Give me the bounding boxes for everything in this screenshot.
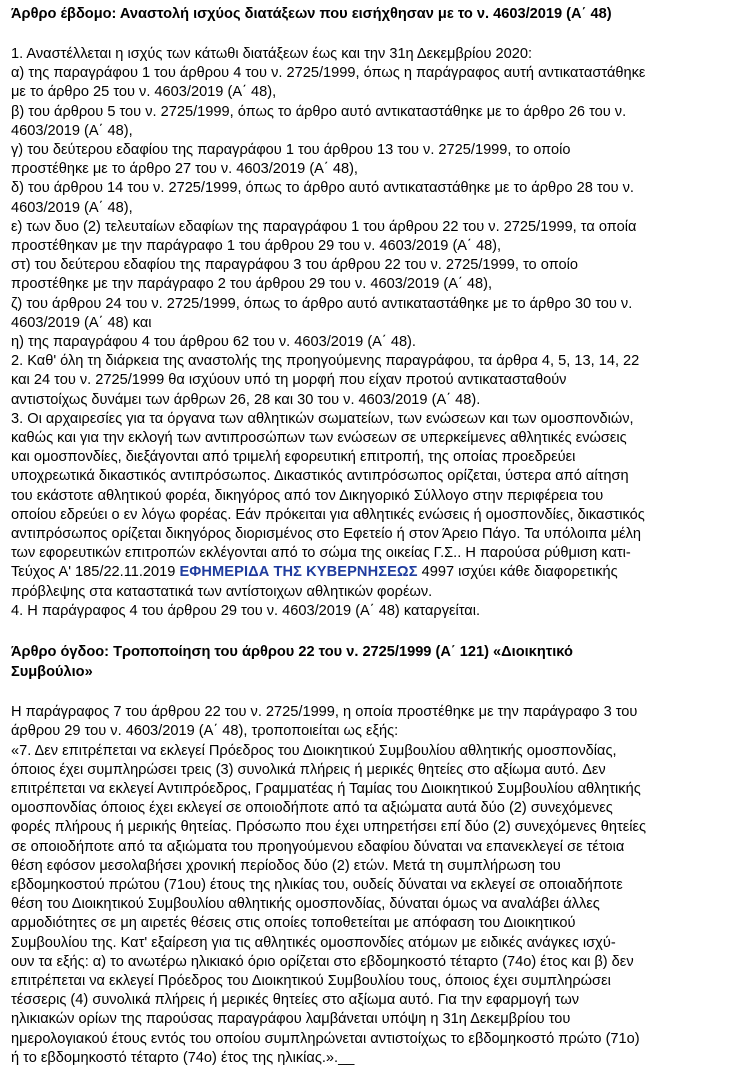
text-line: Συμβουλίου της. Κατ' εξαίρεση για τις αθλητικές ομοσπονδίες ατόμων με ειδικές ανάγκες ισχύ- xyxy=(11,934,616,951)
article8-heading: Άρθρο όγδοο: Τροποποίηση του άρθρου 22 του ν. 2725/1999 (Α΄ 121) «Διοικητικό xyxy=(11,644,573,661)
gazette-line-after: 4997 ισχύει κάθε διαφορετικής xyxy=(417,564,618,581)
text-line: δ) του άρθρου 14 του ν. 2725/1999, όπως το άρθρο αυτό αντικαταστάθηκε με το άρθρο 28 του ν. xyxy=(11,180,634,197)
text-line: ομοσπονδίας όποιος έχει εκλεγεί σε οποιοδήποτε από τα αξιώματα αυτά δύο (2) συνεχόμενες xyxy=(11,800,613,817)
text-line: οποίου εδρεύει ο εν λόγω φορέας. Εάν πρόκειται για αθλητικές ενώσεις ή ομοσπονδίες, δικαστικός xyxy=(11,506,645,523)
text-line: φορές πλήρους ή μερικής θητείας. Πρόσωπο που έχει υπηρετήσει επί δύο (2) συνεχόμενες θητείες xyxy=(11,819,647,836)
text-line: ημερολογιακού έτους εντός του οποίου συμπληρώνεται αντιστοίχως το εβδομηκοστό πρώτο (71ο) xyxy=(11,1030,640,1047)
article8-heading-cont: Συμβούλιο» xyxy=(11,664,93,681)
text-line: η) της παραγράφου 4 του άρθρου 62 του ν. 4603/2019 (Α΄ 48). xyxy=(11,334,416,351)
text-line: «7. Δεν επιτρέπεται να εκλεγεί Πρόεδρος του Διοικητικού Συμβουλίου αθλητικής ομοσπονδίας, xyxy=(11,742,617,759)
text-line: του εκάστοτε αθλητικού φορέα, δικηγόρος από τον Δικηγορικό Σύλλογο στην περιφέρεια του xyxy=(11,487,604,504)
text-line: αντιστοίχως δυνάμει των άρθρων 26, 28 και 30 του ν. 4603/2019 (Α΄ 48). xyxy=(11,391,481,408)
text-line: στ) του δεύτερου εδαφίου της παραγράφου 3 του άρθρου 22 του ν. 2725/1999, το οποίο xyxy=(11,257,578,274)
text-line: θέση του Διοικητικού Συμβουλίου αθλητικής ομοσπονδίας, δύναται όμως να αναλάβει άλλες xyxy=(11,896,600,913)
text-line: 3. Οι αρχαιρεσίες για τα όργανα των αθλητικών σωματείων, των ενώσεων και των ομοσπονδιών, xyxy=(11,410,634,427)
text-line: με το άρθρο 25 του ν. 4603/2019 (Α΄ 48), xyxy=(11,84,277,101)
text-line: 2. Καθ' όλη τη διάρκεια της αναστολής της προηγούμενης παραγράφου, τα άρθρα 4, 5, 13, 14, 22 xyxy=(11,353,640,370)
text-line: όποιος έχει συμπληρώσει τρεις (3) συνολικά πλήρεις ή μερικές θητείες στο αξίωμα αυτό. Δεν xyxy=(11,761,606,778)
text-line: πρόβλεψης στα καταστατικά των αντίστοιχων αθλητικών φορέων. xyxy=(11,583,433,600)
text-line: και 24 του ν. 2725/1999 θα ισχύουν υπό τη μορφή που είχαν προτού αντικατασταθούν xyxy=(11,372,567,389)
text-line: επιτρέπεται να εκλεγεί Πρόεδρος του Διοικητικού Συμβουλίου τους, όποιος έχει συμπληρώσει xyxy=(11,972,611,989)
text-line: Η παράγραφος 7 του άρθρου 22 του ν. 2725/1999, η οποία προστέθηκε με την παράγραφο 3 του xyxy=(11,704,638,721)
text-line: ε) των δυο (2) τελευταίων εδαφίων της παραγράφου 1 του άρθρου 22 του ν. 2725/1999, τα οποία xyxy=(11,218,637,235)
text-line: τέσσερις (4) συνολικά πλήρεις ή μερικές θητείες στο αξίωμα αυτό. Για την εφαρμογή των xyxy=(11,992,580,1009)
text-line: ζ) του άρθρου 24 του ν. 2725/1999, όπως το άρθρο αυτό αντικαταστάθηκε με το άρθρο 30 του ν. xyxy=(11,295,633,312)
text-line: β) του άρθρου 5 του ν. 2725/1999, όπως το άρθρο αυτό αντικαταστάθηκε με το άρθρο 26 του ν. xyxy=(11,103,627,120)
spacer xyxy=(11,682,744,703)
gazette-line xyxy=(11,563,744,582)
spacer xyxy=(11,621,744,642)
spacer xyxy=(11,24,744,45)
text-line: καθώς και για την εκλογή των αντιπροσώπων των ενώσεων σε υπερκείμενες αθλητικές ενώσεις xyxy=(11,430,627,447)
text-line: ηλικιακών ορίων της παρούσας παραγράφου λαμβάνεται υπόψη η 31η Δεκεμβρίου του xyxy=(11,1011,571,1028)
text-line: αντιπρόσωπος ορίζεται δικηγόρος διορισμένος στο Εφετείο ή στον Άρειο Πάγο. Τα υπόλοιπα μέλη xyxy=(11,526,642,543)
text-line: σε οποιοδήποτε από τα αξιώματα του προηγούμενου εδαφίου δύναται να επανεκλεγεί σε τέτοια xyxy=(11,838,625,855)
article7-heading: Άρθρο έβδομο: Αναστολή ισχύος διατάξεων που εισήχθησαν με το ν. 4603/2019 (Α΄ 48) xyxy=(11,6,612,22)
text-line: αρμοδιότητες σε μη αιρετές θέσεις στις οποίες τοποθετείται με απόφαση του Διοικητικού xyxy=(11,915,576,932)
text-line: προστέθηκε με την παράγραφο 2 του άρθρου 29 του ν. 4603/2019 (Α΄ 48), xyxy=(11,276,493,293)
text-line: υποχρεωτικά δικαστικός αντιπρόσωπος. Δικαστικός αντιπρόσωπος ορίζεται, ύστερα από αίτηση xyxy=(11,468,629,485)
text-line: 1. Αναστέλλεται η ισχύς των κάτωθι διατάξεων έως και την 31η Δεκεμβρίου 2020: xyxy=(11,46,532,62)
text-line: των εφορευτικών επιτροπών εκλέγονται από το σώμα της οικείας Γ.Σ.. Η παρούσα ρύθμιση κατι- xyxy=(11,545,631,562)
text-line: γ) του δεύτερου εδαφίου της παραγράφου 1 του άρθρου 13 του ν. 2725/1999, το οποίο xyxy=(11,142,571,159)
text-line: προστέθηκε με το άρθρο 27 του ν. 4603/2019 (Α΄ 48), xyxy=(11,161,358,178)
gazette-title: ΕΦΗΜΕΡΙΔΑ ΤΗΣ ΚΥΒΕΡΝΗΣΕΩΣ xyxy=(179,564,418,581)
text-line: επιτρέπεται να εκλεγεί Αντιπρόεδρος, Γραμματέας ή Ταμίας του Διοικητικού Συμβουλίου αθλητικής xyxy=(11,780,641,797)
text-line: ουν τα εξής: α) το ανωτέρω ηλικιακό όριο ορίζεται στο εβδομηκοστό τέταρτο (74ο) έτος και β) δεν xyxy=(11,953,634,970)
text-line: και ομοσπονδίες, διεξάγονται από τριμελή εφορευτική επιτροπή, της οποίας προεδρεύει xyxy=(11,449,576,466)
text-line: 4603/2019 (Α΄ 48), xyxy=(11,199,133,216)
text-line: 4603/2019 (Α΄ 48), xyxy=(11,122,133,139)
text-line: 4603/2019 (Α΄ 48) και xyxy=(11,314,152,331)
text-line: προστέθηκαν με την παράγραφο 1 του άρθρου 29 του ν. 4603/2019 (Α΄ 48), xyxy=(11,238,502,255)
text-line: άρθρου 29 του ν. 4603/2019 (Α΄ 48), τροποποιείται ως εξής: xyxy=(11,723,399,740)
text-line: 4. Η παράγραφος 4 του άρθρου 29 του ν. 4603/2019 (Α΄ 48) καταργείται. xyxy=(11,602,481,619)
text-line: θέση εφόσον μεσολαβήσει χρονική περίοδος δύο (2) ετών. Μετά τη συμπλήρωση του xyxy=(11,857,561,874)
article7-body xyxy=(11,45,744,621)
text-line: εβδομηκοστού πρώτου (71ου) έτους της ηλικίας του, ουδείς δύναται να εκλεγεί σε οποιαδήποτε xyxy=(11,876,623,893)
article8-body xyxy=(11,703,744,1068)
gazette-line-before: Τεύχος Α' 185/22.11.2019 xyxy=(11,564,180,581)
text-line: ή το εβδομηκοστό τέταρτο (74ο) έτος της ηλικίας.».__ xyxy=(11,1049,355,1066)
text-line: α) της παραγράφου 1 του άρθρου 4 του ν. 2725/1999, όπως η παράγραφος αυτή αντικαταστάθηκε xyxy=(11,65,646,82)
